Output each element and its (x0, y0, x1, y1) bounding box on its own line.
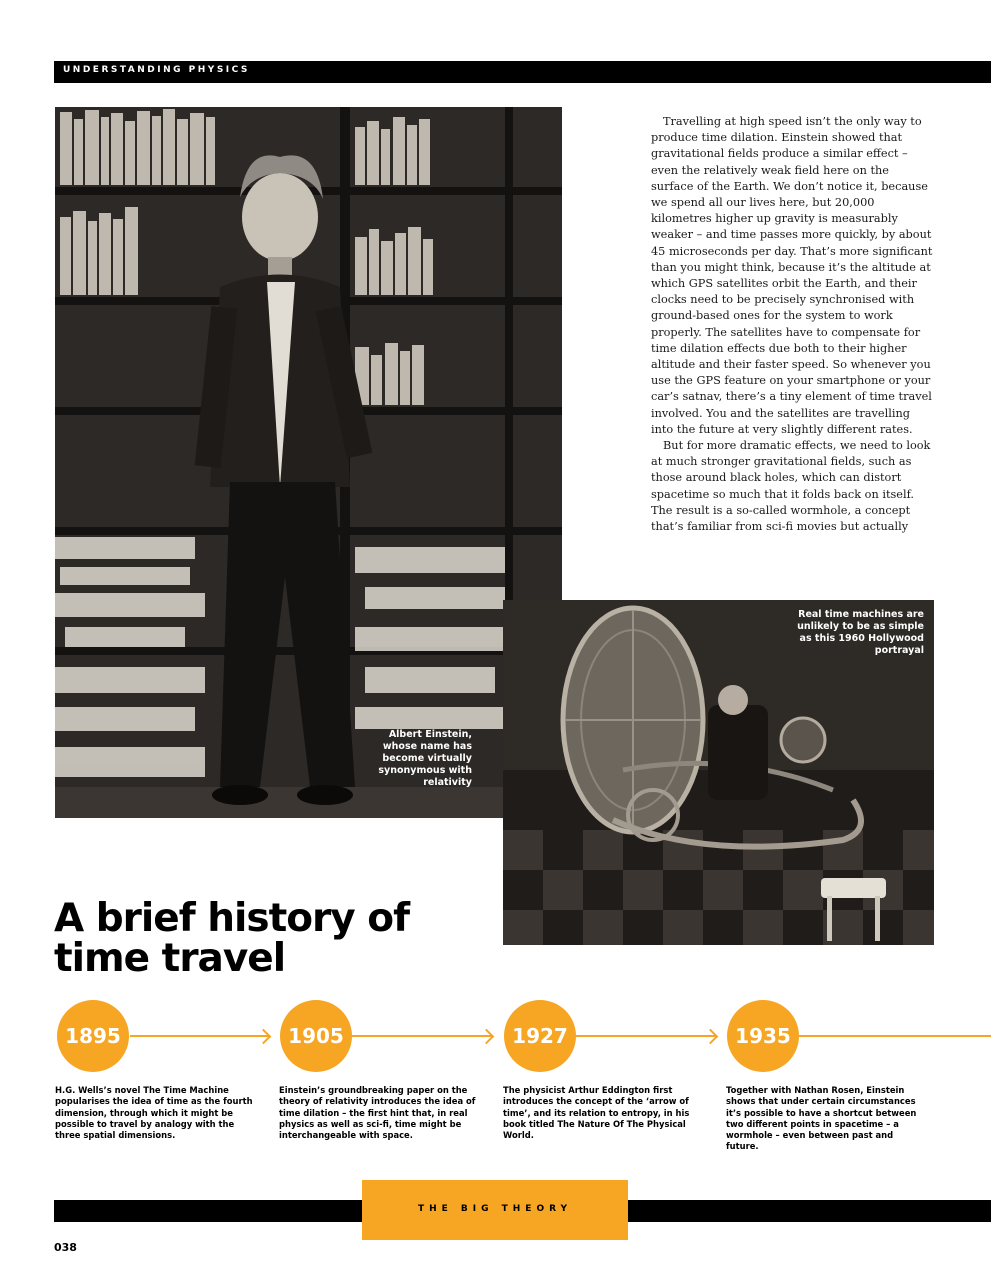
timeline-arrow-icon (479, 1029, 495, 1045)
page-number: 038 (54, 1241, 77, 1254)
timeline-event-text: Together with Nathan Rosen, Einstein shows that under certain circumstances it’s possible to have a shortcut between two different points in spacetime – a wormhole – even between past and future. (726, 1085, 917, 1152)
timeline-year-badge: 1927 (504, 1000, 576, 1072)
section-label: UNDERSTANDING PHYSICS (63, 65, 250, 75)
timeline-event-text: The physicist Arthur Eddington first introduces the concept of the ‘arrow of time’, and its relation to entropy, in his book titled The Nature Of The Physical World. (503, 1085, 690, 1141)
timeline-event-text: H.G. Wells’s novel The Time Machine popularises the idea of time as the fourth dimension, through which it might be possible to travel by analogy with the three spatial dimensions. (55, 1085, 253, 1141)
article-paragraph: Travelling at high speed isn’t the only way to produce time dilation. Einstein showed that gravitational fields produce a similar effect – even the relatively weak field here on the surface of the Earth. We don’t notice it, because we spend all our lives here, but 20,000 kilometres higher up gravity is measurably weaker – and time passes more quickly, by about 45 microseconds per day. That’s more significant than you might think, because it’s the altitude at which GPS satellites orbit the Earth, and their clocks need to be precisely synchronised with ground-based ones for the system to work properly. The satellites have to compensate for time dilation effects due both to their higher altitude and their faster speed. So whenever you use the GPS feature on your smartphone or your car’s satnav, there’s a tiny element of time travel involved. You and the satellites are travelling into the future at very slightly different rates. (651, 115, 933, 436)
timeline-year-badge: 1935 (727, 1000, 799, 1072)
time-machine-caption: Real time machines are unlikely to be as simple as this 1960 Hollywood portrayal (797, 609, 924, 656)
footer-section-tab: THE BIG THEORY (362, 1180, 628, 1240)
einstein-caption: Albert Einstein, whose name has become virtually synonymous with relativity (378, 729, 472, 788)
time-machine-photo (503, 600, 934, 945)
einstein-photo-illustration (55, 107, 562, 818)
timeline-year-badge: 1905 (280, 1000, 352, 1072)
timeline-connector (798, 1035, 991, 1037)
timeline-connector (352, 1035, 492, 1037)
timeline-event-text: Einstein’s groundbreaking paper on the theory of relativity introduces the idea of time dilation – the first hint that, in real physics as well as sci-fi, time might be interchangeable with space. (279, 1085, 476, 1141)
timeline (0, 1000, 991, 1160)
timeline-connector (130, 1035, 270, 1037)
einstein-photo (55, 107, 562, 818)
timeline-title: A brief history of time travel (54, 896, 410, 981)
article-paragraph: But for more dramatic effects, we need to look at much stronger gravitational fields, such as those around black holes, which can distort spacetime so much that it folds back on itself. The result is a so-called wormhole, a concept that’s familiar from sci-fi movies but actually (651, 439, 931, 534)
timeline-arrow-icon (256, 1029, 272, 1045)
section-header-bar (54, 61, 991, 83)
timeline-connector (576, 1035, 716, 1037)
article-body (651, 114, 934, 535)
timeline-year-badge: 1895 (57, 1000, 129, 1072)
timeline-arrow-icon (703, 1029, 719, 1045)
